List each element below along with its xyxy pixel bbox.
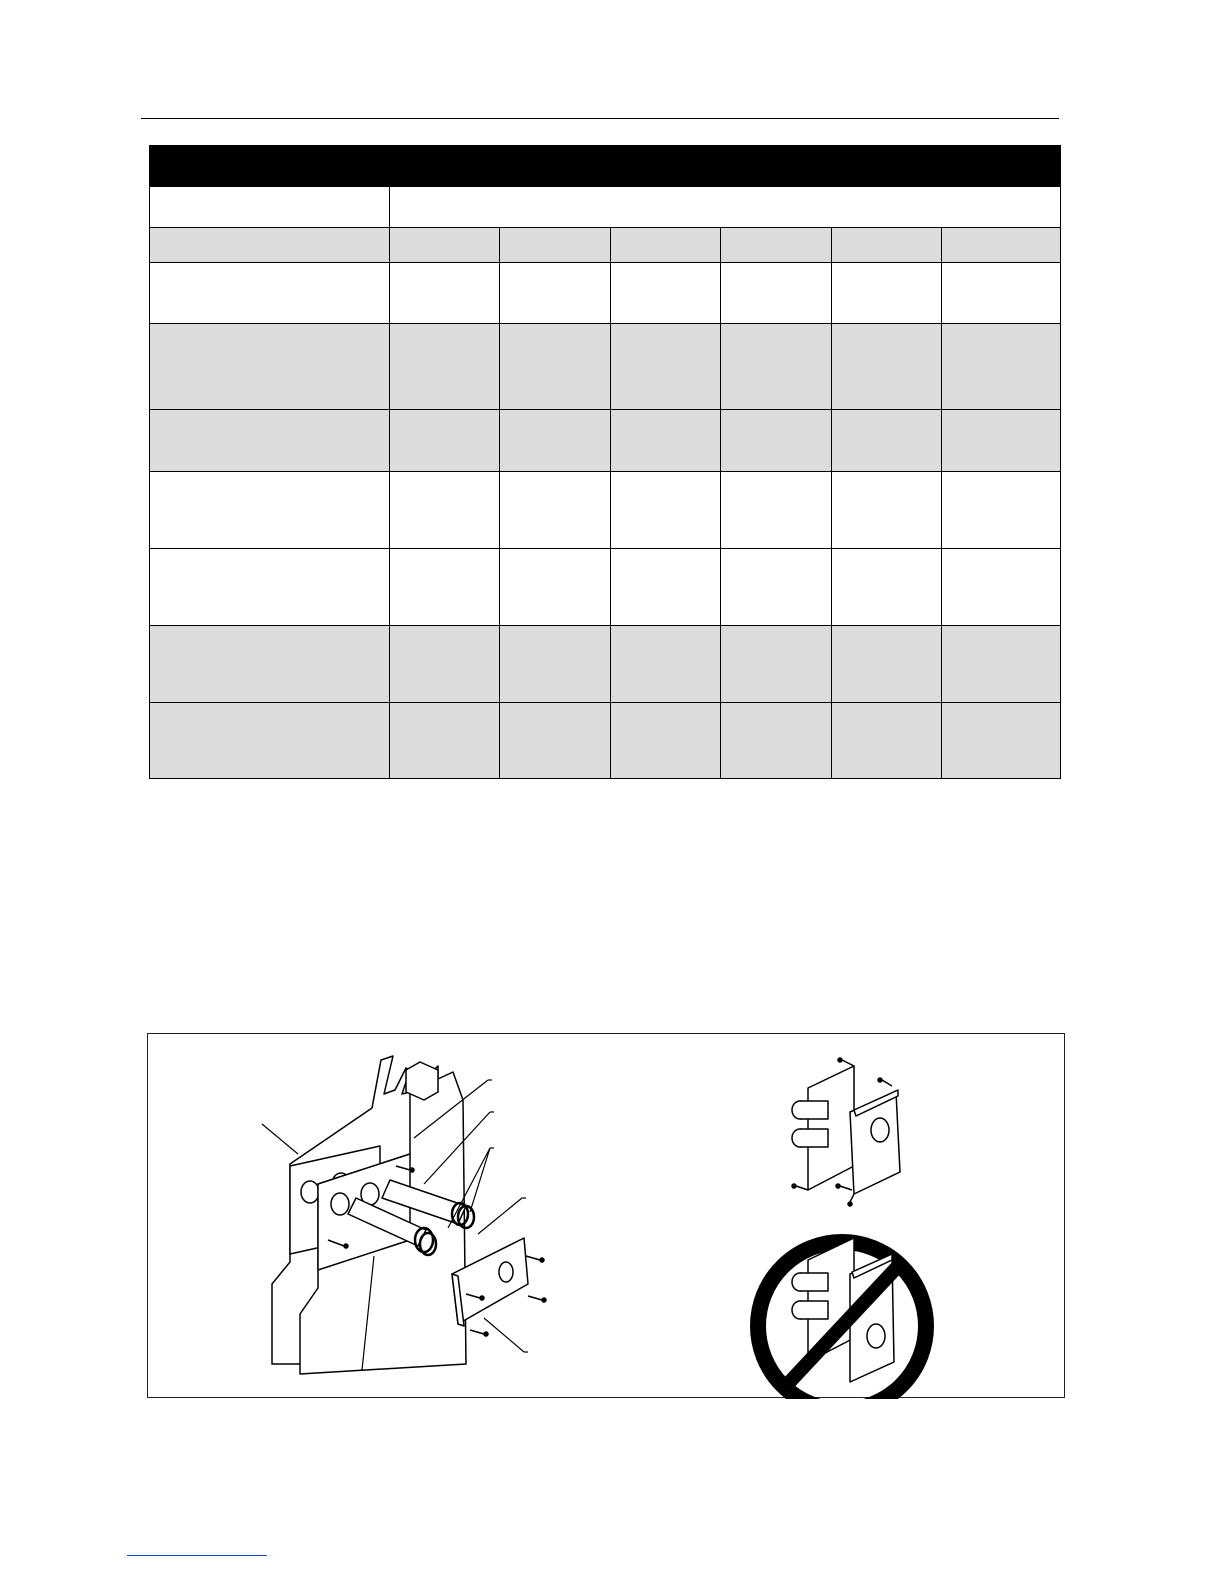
table-cell [500,410,611,472]
figure-drawing [148,1034,1066,1399]
column-header [150,228,390,263]
table-row [150,549,1061,626]
specification-table [149,145,1061,779]
table-cell [611,263,721,324]
table-cell [942,324,1061,410]
footer-link-underline[interactable] [127,1555,267,1556]
table-cell [390,703,500,779]
table-cell [942,263,1061,324]
table-row [150,263,1061,324]
column-header [500,228,611,263]
table-cell [832,703,942,779]
table-cell [390,549,500,626]
table-title [150,146,1061,187]
table-cell [150,324,390,410]
table-cell [500,549,611,626]
table-cell [942,626,1061,703]
table-cell [390,472,500,549]
specification-table-container [149,145,1060,779]
column-header-row [150,228,1061,263]
subheader-right [390,187,1061,228]
prohibited-orientation-icon [758,1238,926,1399]
table-row [150,703,1061,779]
table-cell [721,549,832,626]
table-cell [721,472,832,549]
table-cell [942,703,1061,779]
table-cell [721,263,832,324]
table-cell [832,626,942,703]
table-cell [942,472,1061,549]
column-header [942,228,1061,263]
table-cell [611,549,721,626]
table-cell [150,626,390,703]
table-row [150,324,1061,410]
column-header [832,228,942,263]
subheader-left [150,187,390,228]
table-cell [500,263,611,324]
table-cell [500,324,611,410]
table-cell [390,324,500,410]
table-cell [150,703,390,779]
table-row [150,472,1061,549]
table-cell [832,263,942,324]
table-row [150,626,1061,703]
column-header [611,228,721,263]
table-cell [611,472,721,549]
table-cell [611,626,721,703]
table-cell [390,263,500,324]
table-cell [611,703,721,779]
table-cell [832,472,942,549]
table-cell [832,410,942,472]
table-cell [611,324,721,410]
table-cell [500,626,611,703]
column-header [721,228,832,263]
table-cell [150,472,390,549]
table-cell [390,626,500,703]
table-cell [150,263,390,324]
table-subheader-row [150,187,1061,228]
table-cell [611,410,721,472]
table-cell [721,626,832,703]
correct-orientation-icon [792,1058,900,1206]
header-rule [141,118,1059,119]
installation-figure [147,1033,1065,1398]
table-cell [500,703,611,779]
table-cell [721,410,832,472]
column-header [390,228,500,263]
table-cell [721,324,832,410]
table-cell [390,410,500,472]
table-cell [832,324,942,410]
table-title-row [150,146,1061,187]
exploded-assembly-illustration [262,1056,546,1374]
table-cell [150,410,390,472]
table-cell [721,703,832,779]
table-cell [942,410,1061,472]
table-cell [150,549,390,626]
table-cell [942,549,1061,626]
table-cell [832,549,942,626]
table-cell [500,472,611,549]
table-row [150,410,1061,472]
